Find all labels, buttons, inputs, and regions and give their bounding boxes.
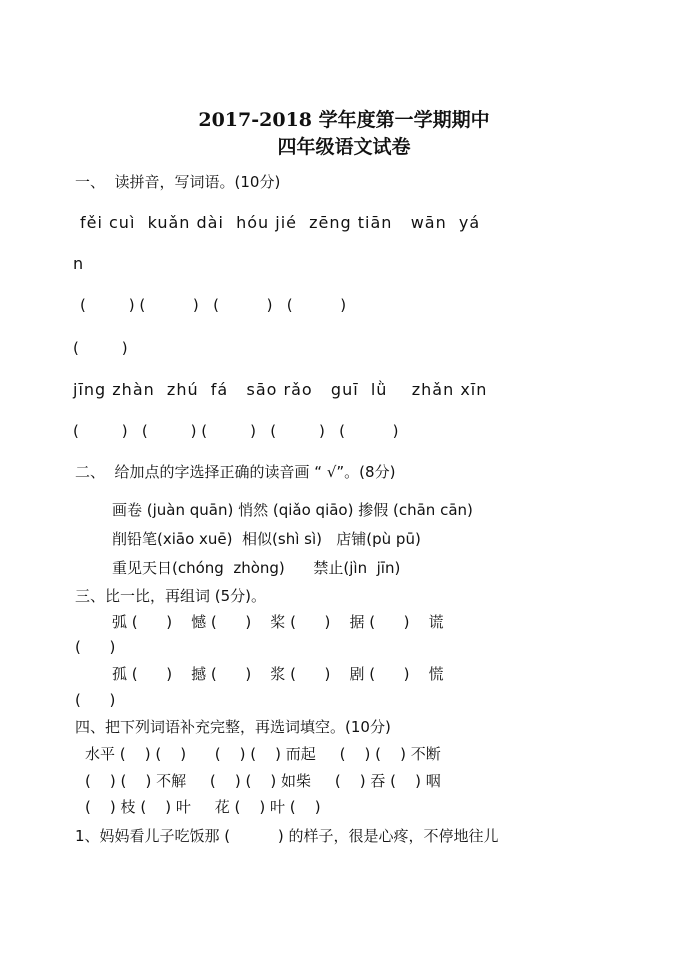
idiom-row-1: 水平 ( ) ( ) ( ) ( ) 而起 ( ) ( ) 不断 xyxy=(85,745,441,763)
pinyin-row-1: fěi cuì kuǎn dài hóu jié zēng tiān wān yá xyxy=(80,213,481,232)
compare-row-2: 孤 ( ) 撼 ( ) 浆 ( ) 剧 ( ) 慌 xyxy=(112,665,444,683)
compare-row-1: 弧 ( ) 憾 ( ) 桨 ( ) 据 ( ) 谎 xyxy=(112,613,444,631)
section1-heading: 一、 读拼音，写词语。(10分) xyxy=(75,173,281,191)
title-line-2: 四年级语文试卷 xyxy=(277,136,411,158)
compare-row-2-wrap: ( ) xyxy=(75,691,116,709)
idiom-row-2: ( ) ( ) 不解 ( ) ( ) 如柴 ( ) 吞 ( ) 咽 xyxy=(85,772,441,790)
section3-heading: 三、比一比，再组词 (5分)。 xyxy=(75,587,267,605)
answer-brackets-row-1-wrap: ( ) xyxy=(73,339,128,357)
pinyin-row-2: jīng zhàn zhú fá sāo rǎo guī lǜ zhǎn xīn xyxy=(73,380,488,399)
title-line-1: 2017-2018 学年度第一学期期中 xyxy=(198,109,490,131)
answer-brackets-row-2: ( ) ( ) ( ) ( ) ( ) xyxy=(73,422,399,440)
section4-heading: 四、把下列词语补充完整，再选词填空。(10分) xyxy=(75,718,391,736)
fill-sentence-1: 1、妈妈看儿子吃饭那 ( ) 的样子，很是心疼，不停地往儿 xyxy=(75,827,499,845)
section2-heading: 二、 给加点的字选择正确的读音画 “ √”。(8分) xyxy=(75,463,396,481)
answer-brackets-row-1: ( ) ( ) ( ) ( ) xyxy=(80,296,347,314)
idiom-row-3: ( ) 枝 ( ) 叶 花 ( ) 叶 ( ) xyxy=(85,798,321,816)
compare-row-1-wrap: ( ) xyxy=(75,638,116,656)
pronunciation-row-1: 画卷 (juàn quān) 悄然 (qiǎo qiāo) 掺假 (chān cān) xyxy=(112,501,473,519)
pinyin-row-1-wrap: n xyxy=(73,254,85,273)
pronunciation-row-3: 重见天日(chóng zhòng) 禁止(jìn jīn) xyxy=(112,559,401,577)
pronunciation-row-2: 削铅笔(xiāo xuē) 相似(shì sì) 店铺(pù pū) xyxy=(112,530,421,548)
